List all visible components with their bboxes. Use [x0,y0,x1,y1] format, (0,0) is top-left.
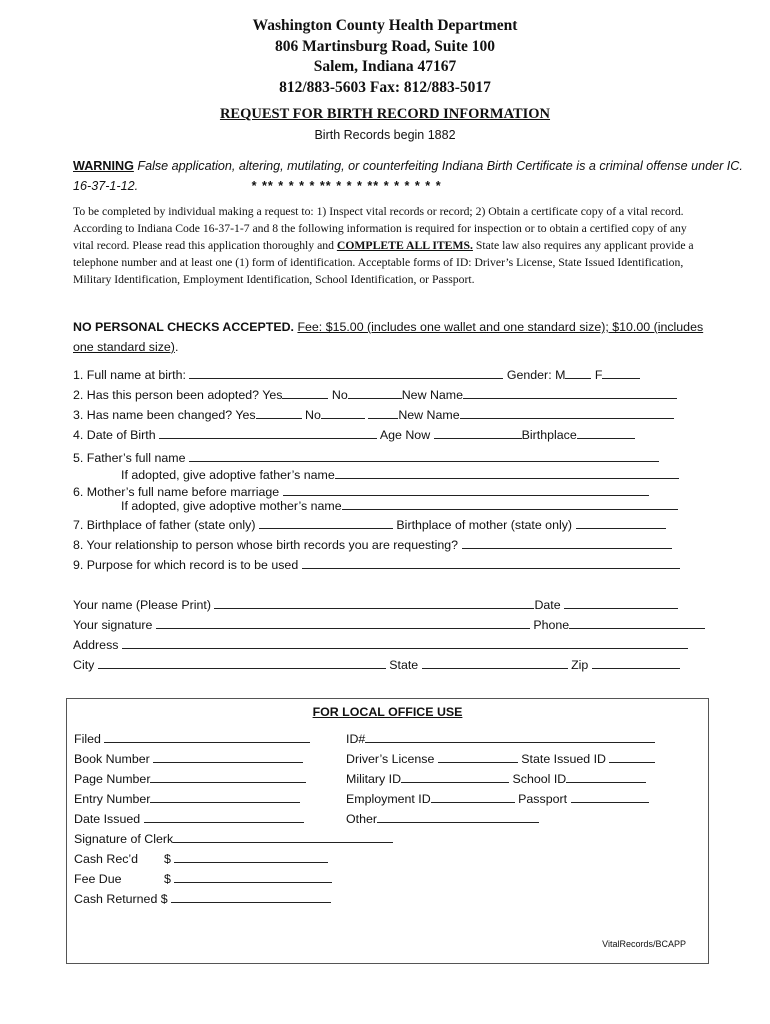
id-field[interactable] [365,729,655,743]
q5-label: 5. Father’s full name [73,451,186,465]
adoptive-father-name-field[interactable] [335,465,679,479]
instructions-paragraph [73,203,695,288]
instructions-text-1: To be completed by individual making a request to: 1) Inspect vital records or record; 2) Obtain a certificate copy of a vital record. According to Indiana Code 16-37-1-7 and 8 the following information is required for inspection or to obtain a certified copy of any vital record. Please read this application thoroughly and [73,205,687,252]
q4-label: 4. Date of Birth [73,428,156,442]
q6-adopted-row [121,496,678,514]
entry-number-row [74,789,300,807]
your-signature-label: Your signature [73,618,153,632]
q4-row [73,425,635,443]
form-subtitle: Birth Records begin 1882 [314,128,456,142]
id-row [346,729,655,747]
date-of-birth-field[interactable] [159,425,377,439]
your-name-field[interactable] [214,595,534,609]
entry-number-label: Entry Number [74,792,151,806]
mother-name-field[interactable] [283,482,649,496]
filed-row [74,729,310,747]
q6-adopted-label: If adopted, give adoptive mother’s name [121,499,342,513]
drivers-license-field[interactable] [438,749,518,763]
q5-adopted-row [121,465,679,483]
q7-label: 7. Birthplace of father (state only) [73,518,256,532]
gender-m-field[interactable] [565,365,591,379]
q3-new-name-label: New Name [398,408,460,422]
fee-due-row [74,869,332,887]
your-name-row [73,595,678,613]
fee-text: Fee: $15.00 (includes one wallet and one standard size); $10.00 (includes one standard size) [73,320,704,354]
book-number-field[interactable] [153,749,303,763]
date-issued-field[interactable] [144,809,304,823]
adopted-yes-field[interactable] [282,385,328,399]
warning-text: False application, altering, mutilating, or counterfeiting Indiana Birth Certificate is a criminal offense under IC. 16-37-1-12. [73,159,743,193]
changed-yes-field[interactable] [256,405,302,419]
clerk-signature-row [74,829,393,847]
cash-returned-label: Cash Returned $ [74,892,168,906]
no-checks-notice: NO PERSONAL CHECKS ACCEPTED. [73,320,294,334]
employment-id-label: Employment ID [346,792,431,806]
mother-birthplace-field[interactable] [576,515,666,529]
city-field[interactable] [98,655,386,669]
date-label: Date [534,598,561,612]
clerk-signature-label: Signature of Clerk [74,832,174,846]
id-label: ID# [346,732,366,746]
father-birthplace-field[interactable] [259,515,393,529]
q5-adopted-label: If adopted, give adoptive father’s name [121,468,335,482]
adoptive-mother-name-field[interactable] [342,496,678,510]
filed-label: Filed [74,732,101,746]
q2-new-name-label: New Name [401,388,464,402]
adopted-new-name-field[interactable] [463,385,677,399]
q8-row [73,535,672,553]
form-title: REQUEST FOR BIRTH RECORD INFORMATION [219,106,551,122]
employment-id-field[interactable] [431,789,515,803]
address-field[interactable] [122,635,688,649]
gender-f-field[interactable] [602,365,640,379]
mother-birthplace-label: Birthplace of mother (state only) [396,518,573,532]
agency-phone: 812/883-5603 Fax: 812/883-5017 [279,78,491,96]
date-issued-label: Date Issued [74,812,141,826]
father-name-field[interactable] [189,448,659,462]
q2-row [73,385,677,403]
state-field[interactable] [422,655,568,669]
date-field[interactable] [564,595,678,609]
changed-blank-field[interactable] [368,405,398,419]
changed-no-field[interactable] [321,405,365,419]
state-issued-id-field[interactable] [609,749,655,763]
page-number-label: Page Number [74,772,151,786]
passport-label: Passport [518,792,568,806]
fee-due-label: Fee Due [74,872,122,886]
fee-period: . [174,340,179,354]
cash-returned-field[interactable] [171,889,331,903]
warning-block [73,156,743,196]
q3-row [73,405,674,423]
drivers-license-row [346,749,655,767]
book-number-row [74,749,303,767]
local-office-title: FOR LOCAL OFFICE USE [312,705,463,719]
state-label: State [389,658,419,672]
birthplace-label: Birthplace [521,428,577,442]
other-field[interactable] [377,809,539,823]
military-id-label: Military ID [346,772,402,786]
fee-due-field[interactable] [174,869,332,883]
cash-recd-field[interactable] [174,849,328,863]
book-number-label: Book Number [74,752,150,766]
signature-row [73,615,705,633]
other-label: Other [346,812,377,826]
q5-row [73,448,659,466]
address-label: Address [73,638,119,652]
phone-field[interactable] [569,615,705,629]
agency-city: Salem, Indiana 47167 [313,58,457,75]
cash-returned-row [74,889,331,907]
q6-label: 6. Mother’s full name before marriage [73,485,280,499]
birthplace-field[interactable] [577,425,635,439]
clerk-signature-field[interactable] [173,829,393,843]
changed-new-name-field[interactable] [460,405,674,419]
warning-label: WARNING [73,159,134,173]
school-id-label: School ID [512,772,567,786]
agency-street: 806 Martinsburg Road, Suite 100 [274,37,496,55]
age-now-label: Age Now [379,428,431,442]
school-id-field[interactable] [566,769,646,783]
drivers-license-label: Driver’s License [346,752,435,766]
address-row [73,635,688,653]
your-signature-field[interactable] [156,615,530,629]
city-row [73,655,680,673]
city-label: City [73,658,95,672]
phone-label: Phone [533,618,570,632]
agency-header [0,16,770,98]
q2-label: 2. Has this person been adopted? Yes [73,388,283,402]
agency-name: Washington County Health Department [252,17,518,34]
entry-number-field[interactable] [150,789,300,803]
passport-field[interactable] [571,789,649,803]
zip-field[interactable] [592,655,680,669]
local-office-box [66,698,709,964]
age-now-field[interactable] [434,425,522,439]
gender-f-label: F [594,368,603,382]
purpose-field[interactable] [302,555,680,569]
military-id-field[interactable] [401,769,509,783]
adopted-no-field[interactable] [348,385,402,399]
q8-label: 8. Your relationship to person whose birth records you are requesting? [73,538,459,552]
q1-label: 1. Full name at birth: [73,368,186,382]
instructions-text-2: State law also requires any applicant provide a telephone number and at least one (1) form of identification. Acceptable forms of ID: Driver’s License, State Issued Identification, Military Identification, Employment Identification, School Identification, or Passport. [73,239,694,286]
filed-field[interactable] [104,729,310,743]
q2-no-label: No [331,388,348,402]
other-row [346,809,539,827]
zip-label: Zip [571,658,589,672]
employment-id-row [346,789,649,807]
military-id-row [346,769,646,787]
your-name-label: Your name (Please Print) [73,598,211,612]
page-number-field[interactable] [150,769,306,783]
q3-no-label: No [305,408,321,422]
q1-row [73,365,640,383]
gender-label: Gender: M [506,368,566,382]
relationship-field[interactable] [462,535,672,549]
full-name-field[interactable] [189,365,503,379]
q3-label: 3. Has name been changed? Yes [73,408,256,422]
instructions-emphasis: COMPLETE ALL ITEMS. [336,239,473,252]
q9-label: 9. Purpose for which record is to be used [73,558,299,572]
warning-stars: * ** * * * * ** * * * ** * * * * * * [251,179,442,193]
form-code: VitalRecords/BCAPP [602,939,686,949]
q7-row [73,515,666,533]
cash-recd-dollar: $ [164,852,171,866]
date-issued-row [74,809,304,827]
fee-due-dollar: $ [164,872,171,886]
cash-recd-row [74,849,328,867]
fee-notice [73,317,723,357]
q9-row [73,555,680,573]
cash-recd-label: Cash Rec’d [74,852,139,866]
page-number-row [74,769,306,787]
state-issued-id-label: State Issued ID [521,752,606,766]
